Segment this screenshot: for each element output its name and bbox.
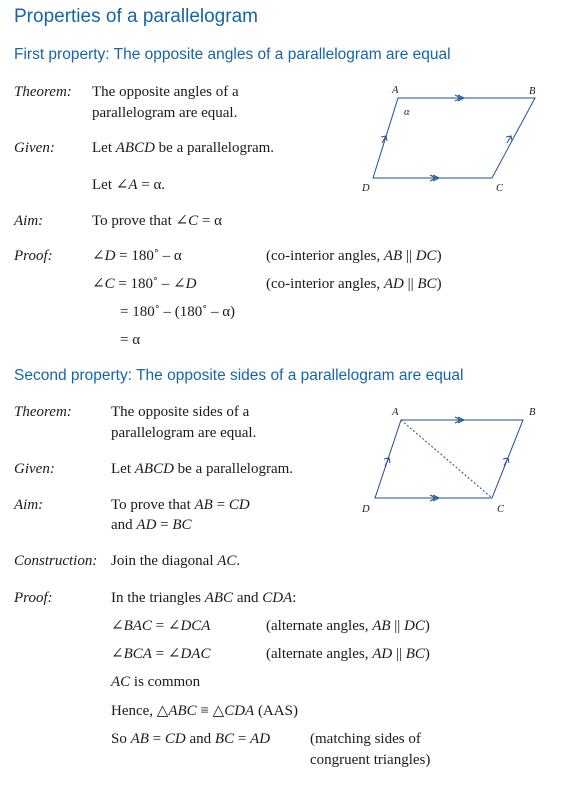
reason-text: (alternate angles, bbox=[266, 618, 373, 634]
parallelogram-shape bbox=[373, 98, 535, 178]
parallelogram-shape bbox=[375, 420, 523, 498]
s1-proof-step2 bbox=[92, 274, 196, 295]
vertex-c-label: C bbox=[496, 183, 504, 194]
var: BAC bbox=[123, 618, 152, 634]
paren: ) bbox=[424, 646, 430, 662]
text: (AAS) bbox=[254, 703, 298, 719]
var: DC bbox=[415, 248, 437, 264]
parallelogram-diagram-2 bbox=[355, 400, 555, 520]
s1-proof-label: Proof: bbox=[14, 248, 53, 264]
s1-given-text bbox=[92, 138, 274, 159]
s1-aim-var: C bbox=[188, 213, 199, 229]
s2-given-label: Given: bbox=[14, 461, 55, 477]
parallel-symbol: || bbox=[402, 248, 416, 264]
var: CD bbox=[164, 731, 186, 747]
vertex-b-label: B bbox=[529, 407, 536, 418]
var: ABC bbox=[168, 703, 197, 719]
text: Hence, △ bbox=[111, 703, 169, 719]
text: = bbox=[212, 497, 229, 513]
section1-heading: First property: The opposite angles of a parallelogram are equal bbox=[14, 46, 451, 63]
var: BC bbox=[405, 646, 425, 662]
s1-given-var: ABCD bbox=[115, 140, 155, 156]
var: BCA bbox=[123, 646, 152, 662]
parallel-symbol: || bbox=[390, 618, 405, 634]
var: ABC bbox=[204, 590, 234, 606]
s2-theorem-text bbox=[111, 402, 256, 444]
vertex-d-label: D bbox=[362, 183, 370, 194]
vertex-a-label: A bbox=[392, 85, 399, 96]
text: and bbox=[185, 731, 215, 747]
var: AD bbox=[383, 276, 404, 292]
section2-heading: Second property: The opposite sides of a parallelogram are equal bbox=[14, 367, 464, 384]
expr: = ∠ bbox=[151, 646, 181, 662]
var: AC bbox=[217, 553, 237, 569]
s2-proof-step4 bbox=[111, 672, 200, 693]
text: = bbox=[148, 731, 165, 747]
arrow-ab bbox=[451, 417, 464, 423]
var: BC bbox=[417, 276, 437, 292]
page-title: Properties of a parallelogram bbox=[14, 6, 258, 27]
angle-symbol: ∠ bbox=[111, 618, 124, 634]
s1-proof-step3: = 180˚ – (180˚ – α) bbox=[120, 304, 236, 320]
text: and bbox=[233, 590, 263, 606]
paren: ) bbox=[436, 276, 442, 292]
paren: ) bbox=[436, 248, 442, 264]
var: BC bbox=[214, 731, 235, 747]
alpha-label: α bbox=[404, 107, 410, 118]
s2-construction-label: Construction: bbox=[14, 553, 98, 569]
s2-proof-reason6 bbox=[310, 729, 430, 771]
s2-proof-step2 bbox=[111, 616, 210, 637]
s2-proof-step6 bbox=[111, 729, 270, 750]
s2-construction-text bbox=[111, 551, 240, 572]
var: AB bbox=[130, 731, 149, 747]
var: AB bbox=[372, 618, 391, 634]
vertex-c-label: C bbox=[497, 504, 505, 515]
s1-given2-pre: Let ∠ bbox=[92, 177, 129, 193]
parallel-symbol: || bbox=[392, 646, 406, 662]
s2-theorem-line1: The opposite sides of a bbox=[111, 404, 250, 420]
arrow-ab bbox=[450, 95, 464, 101]
s1-given2-post: = α. bbox=[137, 177, 166, 193]
s1-aim-pre: To prove that ∠ bbox=[92, 213, 189, 229]
s2-proof-reason3 bbox=[266, 644, 430, 665]
expr: = ∠ bbox=[151, 618, 181, 634]
var: D bbox=[185, 276, 197, 292]
s1-theorem-line2: parallelogram are equal. bbox=[92, 105, 238, 121]
s2-reason6-line2: congruent triangles) bbox=[310, 752, 431, 768]
s1-given2-var: A bbox=[128, 177, 138, 193]
s1-aim-post: = α bbox=[198, 213, 222, 229]
s1-aim-text bbox=[92, 211, 222, 232]
text: To prove that bbox=[111, 497, 195, 513]
vertex-d-label: D bbox=[362, 504, 370, 515]
expr: = 180˚ – α bbox=[115, 248, 182, 264]
s1-theorem-text bbox=[92, 82, 239, 124]
s2-theorem-line2: parallelogram are equal. bbox=[111, 425, 257, 441]
text: and bbox=[111, 517, 137, 533]
s1-proof-step1 bbox=[92, 246, 182, 267]
s2-theorem-label: Theorem: bbox=[14, 404, 72, 420]
vertex-b-label: B bbox=[529, 86, 536, 97]
s1-given-pre: Let bbox=[92, 140, 116, 156]
s2-aim-label: Aim: bbox=[14, 497, 44, 513]
var: AC bbox=[111, 674, 131, 690]
text: So bbox=[111, 731, 131, 747]
s1-proof-reason2 bbox=[266, 274, 442, 295]
s1-given-label: Given: bbox=[14, 140, 55, 156]
s2-proof-label: Proof: bbox=[14, 590, 53, 606]
arrow-da bbox=[384, 458, 390, 466]
text: = bbox=[234, 731, 251, 747]
var: C bbox=[104, 276, 115, 292]
s2-given-text bbox=[111, 459, 293, 480]
var: AD bbox=[250, 731, 271, 747]
diagonal-ac bbox=[401, 420, 492, 498]
reason-text: (co-interior angles, bbox=[266, 276, 384, 292]
s2-aim-line1 bbox=[111, 495, 250, 516]
s1-proof-reason1 bbox=[266, 246, 442, 267]
s2-aim-line2 bbox=[111, 515, 192, 536]
var: BC bbox=[172, 517, 192, 533]
reason-text: (alternate angles, bbox=[266, 646, 373, 662]
angle-symbol: ∠ bbox=[92, 276, 105, 292]
s1-given2-text bbox=[92, 175, 165, 196]
text: Join the diagonal bbox=[111, 553, 218, 569]
var: DCA bbox=[180, 618, 211, 634]
var: DC bbox=[404, 618, 425, 634]
text: . bbox=[236, 553, 241, 569]
text: be a parallelogram. bbox=[173, 461, 294, 477]
s1-theorem-label: Theorem: bbox=[14, 84, 72, 100]
s2-proof-reason2 bbox=[266, 616, 430, 637]
angle-symbol: ∠ bbox=[92, 248, 105, 264]
expr: = 180˚ – ∠ bbox=[114, 276, 186, 292]
text: : bbox=[292, 590, 297, 606]
paren: ) bbox=[424, 618, 430, 634]
text: Let bbox=[111, 461, 135, 477]
angle-symbol: ∠ bbox=[111, 646, 124, 662]
s1-proof-step4: = α bbox=[120, 332, 141, 348]
text: = bbox=[156, 517, 173, 533]
text: ≡ △ bbox=[196, 703, 225, 719]
parallel-symbol: || bbox=[403, 276, 418, 292]
s1-aim-label: Aim: bbox=[14, 213, 44, 229]
var: ABCD bbox=[134, 461, 174, 477]
parallelogram-diagram-1 bbox=[355, 80, 555, 200]
s2-proof-step5 bbox=[111, 701, 298, 722]
var: DAC bbox=[180, 646, 211, 662]
var: CD bbox=[228, 497, 250, 513]
var: AD bbox=[136, 517, 157, 533]
s2-proof-step1 bbox=[111, 588, 296, 609]
text: In the triangles bbox=[111, 590, 205, 606]
var: CDA bbox=[224, 703, 255, 719]
s1-given-post: be a parallelogram. bbox=[154, 140, 275, 156]
s2-proof-step3 bbox=[111, 644, 210, 665]
var: CDA bbox=[262, 590, 293, 606]
var: D bbox=[104, 248, 116, 264]
s1-theorem-line1: The opposite angles of a bbox=[92, 84, 239, 100]
arrow-cb bbox=[503, 458, 509, 466]
text: is common bbox=[130, 674, 201, 690]
s2-reason6-line1: (matching sides of bbox=[310, 731, 421, 747]
var: AB bbox=[194, 497, 213, 513]
vertex-a-label: A bbox=[392, 407, 399, 418]
reason-text: (co-interior angles, bbox=[266, 248, 384, 264]
var: AB bbox=[383, 248, 403, 264]
var: AD bbox=[372, 646, 393, 662]
